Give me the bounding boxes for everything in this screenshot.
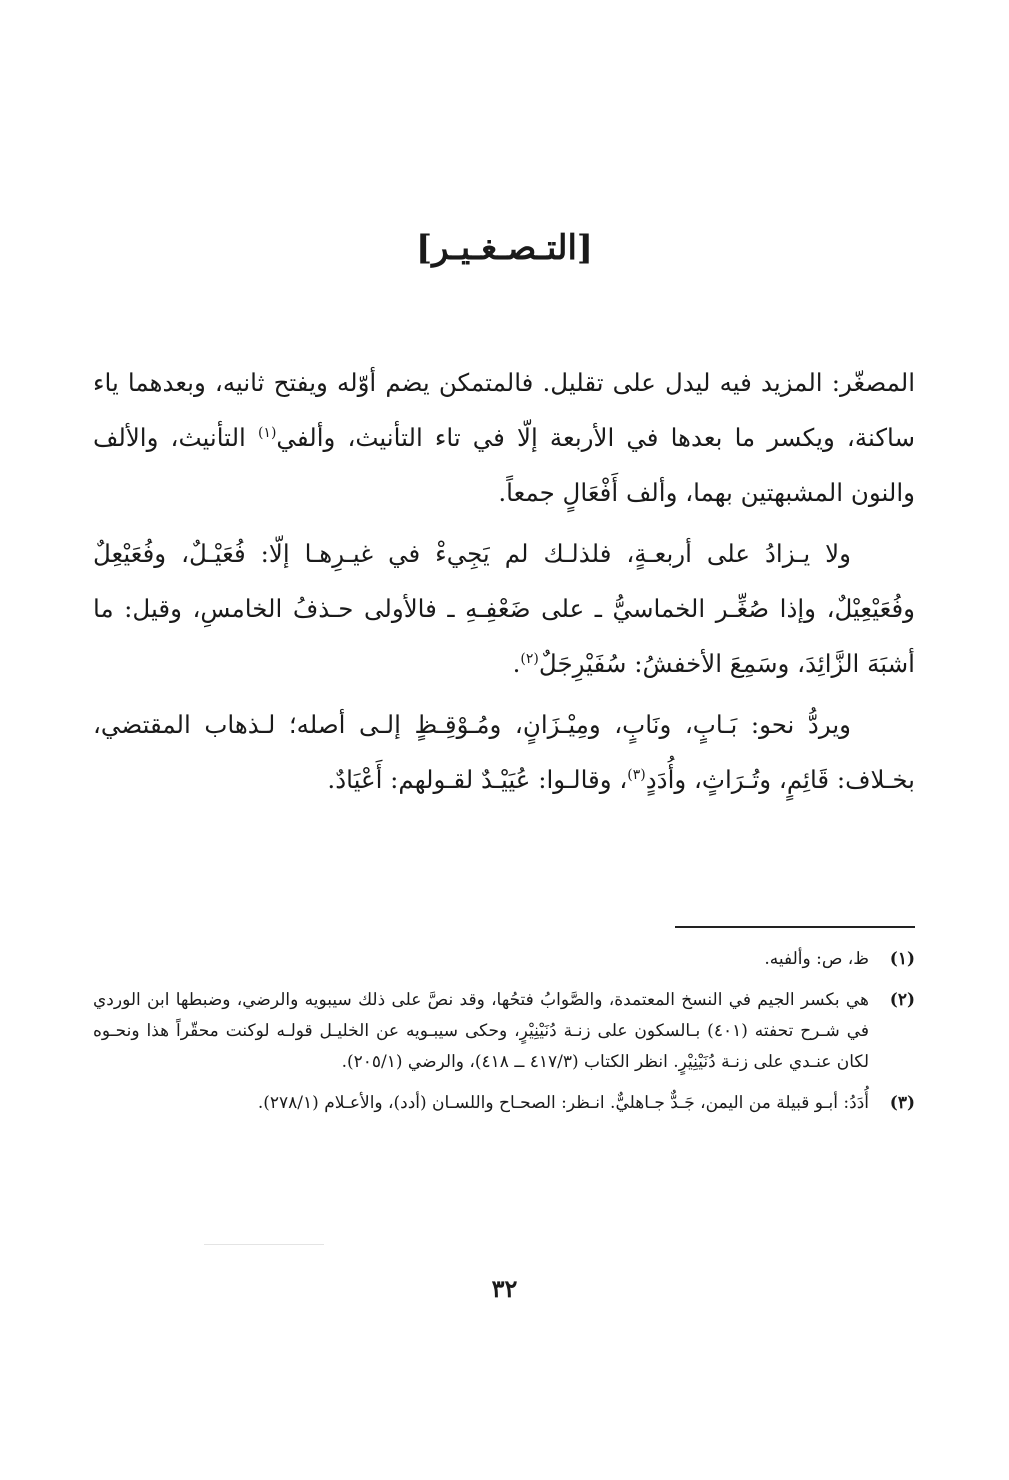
paragraph-1-tail: التأنيث، والألف والنون المشبهتين بهما، وألف أَفْعَالٍ جمعاً. [93, 423, 915, 507]
main-text [93, 355, 915, 813]
footnote-text: أُدَدُ: أبـو قبيلة من اليمن، جَـدٌّ جـاهليٌّ. انـظر: الصحـاح واللسـان (أدد)، والأعـلام (٢٧٨/١). [257, 1093, 869, 1113]
footnote-number: (٣) [889, 1093, 915, 1113]
paragraph-2 [93, 526, 915, 691]
footnote-ref-3[interactable]: (٣) [627, 766, 646, 783]
paragraph-3-tail: وقالـوا: عُيَيْـدٌ لقـولهم: أَعْيَادٌ. [327, 765, 612, 794]
footnote-ref-1[interactable]: (١) [257, 424, 277, 441]
footnote-ref-2[interactable]: (٢) [520, 650, 539, 667]
footnote-text: هي بكسر الجيم في النسخ المعتمدة، والصَّوابُ فتحُها، وقد نصَّ على ذلك سيبويه والرضي، وضبطها ابن الوردي في شـرح تحفته (٤٠١) بـالسكون على زنـة دُنَيْنِيْرٍ، وحكى سيبـويه عن الخليـل قولـه لوكنت محقّراً هذا ونحـوه لكان عنـدي على زنـة دُنَيْنِيْرٍ. انظر الكتاب (٤١٧/٣ ــ ٤١٨)، والرضي (٢٠٥/١). [93, 990, 869, 1072]
paragraph-3-text: ويردُّ نحو: بَـابٍ، ونَابٍ، ومِيْـزَانٍ، ومُـوْقِـظٍ إلـى أصله؛ لـذهاب المقتضي، بخـلاف: قَائِمٍ، وتُـرَاثٍ، وأُدَدٍ [93, 710, 915, 794]
page-number: ٣٢ [491, 1274, 518, 1303]
chapter-title: [التـصـغـيـر] [416, 228, 593, 268]
footnote-text: ظ، ص: وألفيه. [764, 949, 869, 969]
scan-artifact-line [204, 1244, 324, 1245]
paragraph-1-text: المصغّر: المزيد فيه ليدل على تقليل. فالمتمكن يضم أوّله ويفتح ثانيه، وبعدهما ياء ساكنة، ويكسر ما بعدها في الأربعة إلّا في تاء التأنيث، وألفي [93, 368, 915, 452]
footnote-number: (٢) [889, 990, 915, 1010]
footnote-3 [93, 1088, 915, 1119]
paragraph-2-text: ولا يـزادُ على أربعـةٍ، فلذلـك لم يَجِيءْ في غيـرِهـا إلّا: فُعَيْـلٌ، وفُعَيْعِلٌ وفُعَيْعِيْلٌ، وإذا صُغِّـر الخماسيُّ ـ على ضَعْفِـهِ ـ فالأولى حـذفُ الخامسِ، وقيل: ما أشبَهَ الزَّائِدَ، وسَمِعَ الأخفشُ: سُفَيْرِجَلٌ [93, 539, 915, 678]
footnote-2 [93, 985, 915, 1078]
paragraph-2-end: . [512, 649, 521, 678]
paragraph-3-sep: ، [611, 765, 628, 794]
paragraph-1 [93, 355, 915, 520]
footnote-number: (١) [889, 949, 915, 969]
footnote-separator [675, 926, 915, 928]
footnotes [93, 944, 915, 1129]
paragraph-3 [93, 697, 915, 807]
footnote-1 [93, 944, 915, 975]
